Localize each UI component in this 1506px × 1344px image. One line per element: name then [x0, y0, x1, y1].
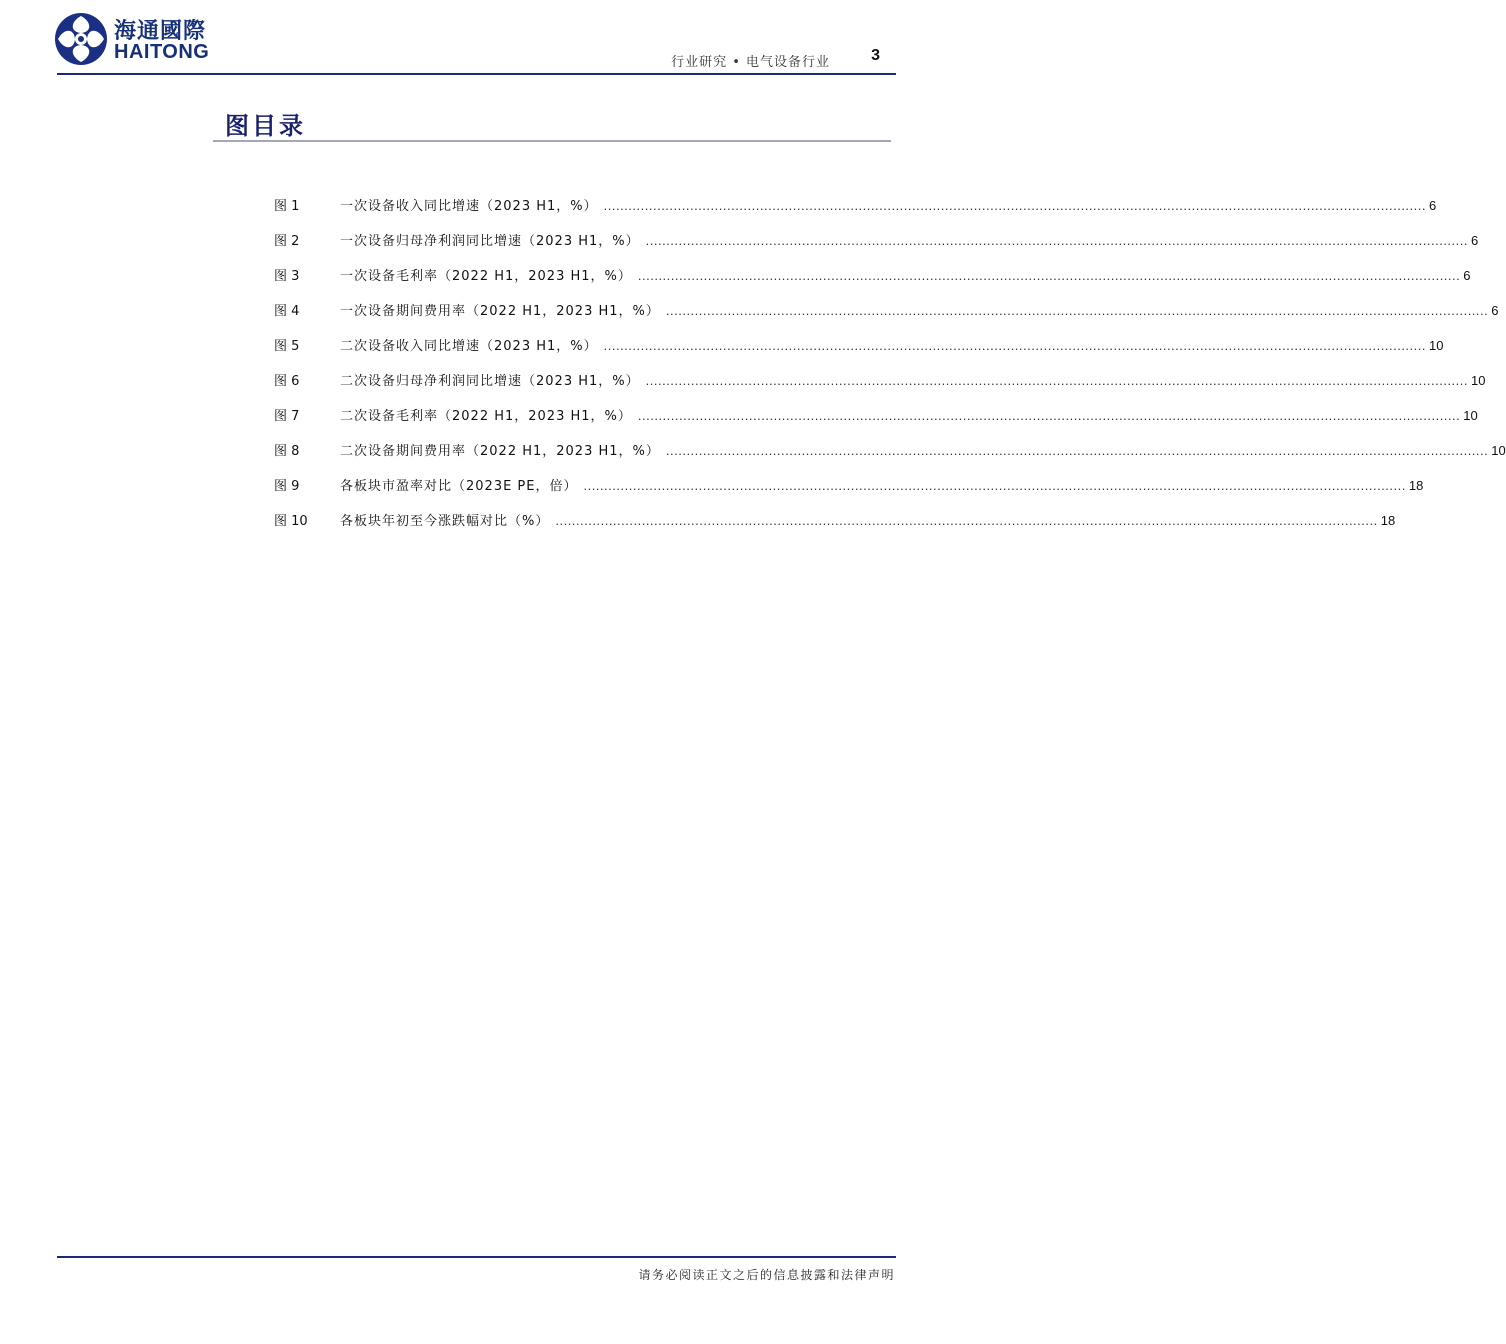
toc-figure-caption: 一次设备期间费用率（2022 H1，2023 H1，%）: [340, 304, 660, 319]
toc-dot-leader: ........................................................................................................................................................................................................: [603, 338, 1426, 353]
logo-chinese-name: 海通國際: [114, 19, 207, 44]
toc-page-number: 6: [1491, 303, 1499, 318]
toc-figure-label: 图 8: [274, 444, 300, 459]
toc-entry[interactable]: [274, 230, 1479, 265]
toc-figure-label: 图 2: [274, 234, 300, 249]
toc-page-number: 18: [1408, 478, 1424, 493]
toc-page-number: 18: [1380, 513, 1396, 528]
logo-english-name: HAITONG: [114, 41, 210, 63]
toc-entry[interactable]: [274, 510, 1396, 545]
figure-list: [274, 195, 1506, 545]
toc-figure-caption: 各板块市盈率对比（2023E PE，倍）: [340, 479, 578, 494]
toc-figure-label: 图 3: [274, 269, 300, 284]
toc-figure-label: 图 7: [274, 409, 300, 424]
toc-page-number: 10: [1491, 443, 1506, 458]
footer-divider: [57, 1256, 896, 1258]
toc-page-number: 10: [1429, 338, 1444, 353]
toc-figure-label: 图 10: [274, 514, 308, 529]
company-logo: [54, 12, 224, 68]
toc-figure-label: 图 1: [274, 199, 300, 214]
toc-figure-caption: 各板块年初至今涨跌幅对比（%）: [340, 514, 550, 529]
toc-dot-leader: ........................................................................................................................................................................................................: [583, 478, 1406, 493]
toc-dot-leader: ........................................................................................................................................................................................................: [603, 198, 1426, 213]
report-category: 行业研究 • 电气设备行业: [671, 55, 830, 70]
toc-dot-leader: ........................................................................................................................................................................................................: [645, 373, 1468, 388]
toc-figure-label: 图 5: [274, 339, 300, 354]
toc-figure-label: 图 9: [274, 479, 300, 494]
toc-dot-leader: ........................................................................................................................................................................................................: [555, 513, 1378, 528]
toc-page-number: 6: [1463, 268, 1471, 283]
toc-figure-caption: 一次设备归母净利润同比增速（2023 H1，%）: [340, 234, 640, 249]
toc-entry[interactable]: [274, 265, 1471, 300]
toc-figure-caption: 二次设备毛利率（2022 H1，2023 H1，%）: [340, 409, 632, 424]
toc-page-number: 6: [1471, 233, 1479, 248]
toc-entry[interactable]: [274, 405, 1478, 440]
toc-figure-caption: 一次设备收入同比增速（2023 H1，%）: [340, 199, 598, 214]
toc-figure-caption: 二次设备归母净利润同比增速（2023 H1，%）: [340, 374, 640, 389]
toc-entry[interactable]: [274, 440, 1506, 475]
toc-entry[interactable]: [274, 335, 1444, 370]
toc-entry[interactable]: [274, 370, 1486, 405]
toc-entry[interactable]: [274, 475, 1424, 510]
toc-dot-leader: ........................................................................................................................................................................................................: [637, 408, 1461, 423]
toc-dot-leader: ........................................................................................................................................................................................................: [665, 443, 1489, 458]
section-divider: [213, 140, 891, 142]
toc-dot-leader: ........................................................................................................................................................................................................: [665, 303, 1489, 318]
header-divider: [57, 73, 896, 75]
footer-disclaimer: 请务必阅读正文之后的信息披露和法律声明: [638, 1268, 895, 1282]
toc-figure-caption: 一次设备毛利率（2022 H1，2023 H1，%）: [340, 269, 632, 284]
toc-figure-label: 图 6: [274, 374, 300, 389]
toc-page-number: 6: [1429, 198, 1437, 213]
toc-figure-caption: 二次设备收入同比增速（2023 H1，%）: [340, 339, 598, 354]
page-number: 3: [871, 47, 880, 64]
toc-page-number: 10: [1471, 373, 1486, 388]
toc-dot-leader: ........................................................................................................................................................................................................: [645, 233, 1468, 248]
toc-page-number: 10: [1463, 408, 1478, 423]
haitong-logo-icon: [54, 12, 108, 66]
toc-entry[interactable]: [274, 195, 1437, 230]
toc-figure-label: 图 4: [274, 304, 300, 319]
section-title: 图目录: [225, 112, 306, 140]
toc-dot-leader: ........................................................................................................................................................................................................: [637, 268, 1461, 283]
toc-figure-caption: 二次设备期间费用率（2022 H1，2023 H1，%）: [340, 444, 660, 459]
toc-entry[interactable]: [274, 300, 1499, 335]
